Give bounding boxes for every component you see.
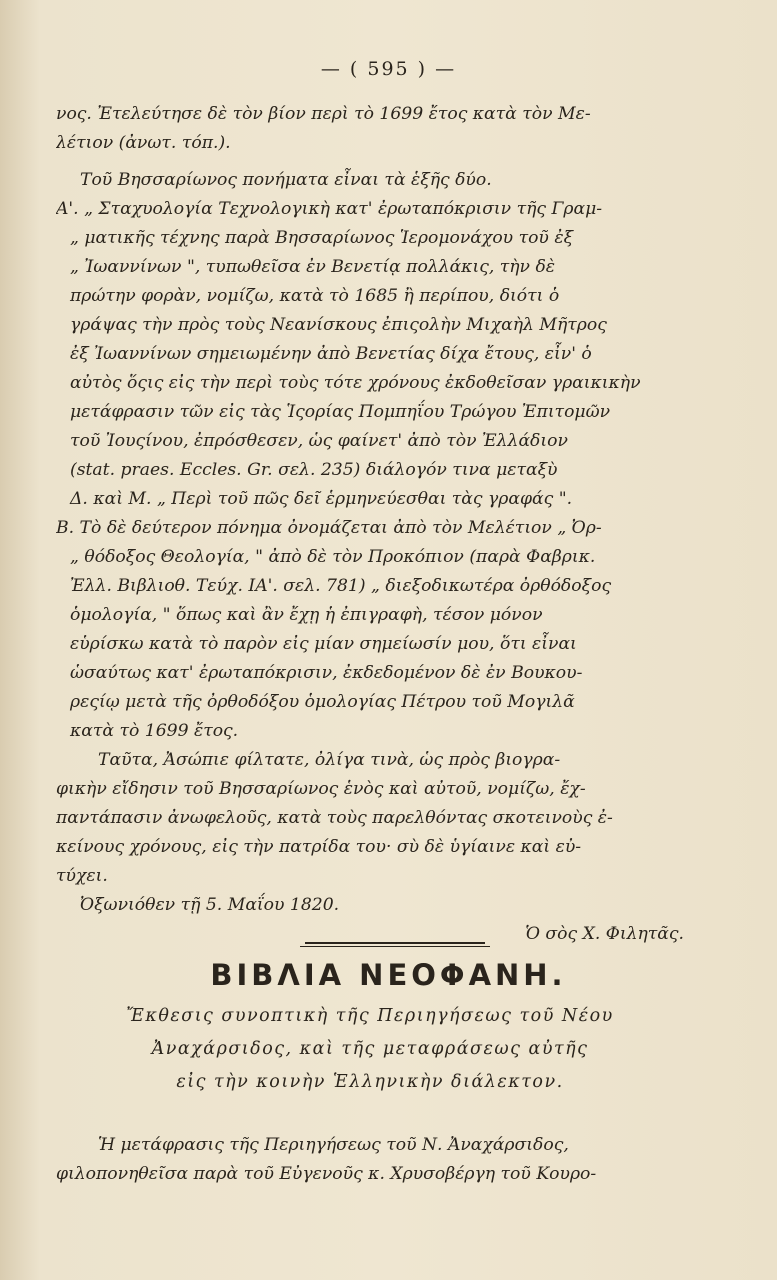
subtitle-line: εἰς τὴν κοινὴν Ἑλληνικὴν διάλεκτον.: [176, 1072, 564, 1092]
text-line: „ ματικῆς τέχνης παρὰ Βησσαρίωνος Ἱερομονάχου τοῦ ἐξ: [70, 228, 574, 248]
text-line: λέτιον (ἀνωτ. τόπ.).: [56, 133, 231, 153]
text-line: μετάφρασιν τῶν εἰς τὰς Ἱςορίας Πομπηΐου Τρώγου Ἐπιτομῶν: [70, 402, 611, 422]
text-line: κατὰ τὸ 1699 ἔτος.: [70, 721, 239, 741]
text-line: Δ. καὶ Μ. „ Περὶ τοῦ πῶς δεῖ ἑρμηνεύεσθαι τὰς γραφάς ".: [70, 489, 573, 509]
text-line: νος. Ἐτελεύτησε δὲ τὸν βίον περὶ τὸ 1699 ἔτος κατὰ τὸν Με-: [56, 104, 591, 124]
text-line: Τοῦ Βησσαρίωνος πονήματα εἶναι τὰ ἑξῆς δύο.: [80, 170, 492, 190]
main-text: [56, 100, 684, 949]
subtitle-line: Ἔκθεσις συνοπτικὴ τῆς Περιηγήσεως τοῦ Νέου: [126, 1006, 614, 1026]
text-line: ρεςίῳ μετὰ τῆς ὀρθοδόξου ὁμολογίας Πέτρου τοῦ Μογιλᾶ: [70, 692, 575, 712]
text-line: Ἡ μετάφρασις τῆς Περιηγήσεως τοῦ Ν. Ἀναχάρσιδος,: [98, 1135, 569, 1155]
text-line: γράψας τὴν πρὸς τοὺς Νεανίσκους ἐπιςολὴν Μιχαὴλ Μῆτρος: [70, 315, 607, 335]
dateline: Ὀξωνιόθεν τῇ 5. Μαΐου 1820.: [80, 895, 340, 915]
section-rule-thin: [300, 946, 490, 947]
section-rule: [305, 942, 485, 944]
page-number: — ( 595 ) —: [320, 58, 457, 80]
text-line: φικὴν εἴδησιν τοῦ Βησσαρίωνος ἑνὸς καὶ αὐτοῦ, νομίζω, ἔχ-: [56, 779, 586, 799]
text-line: πρώτην φορὰν, νομίζω, κατὰ τὸ 1685 ἢ περίπου, διότι ὁ: [70, 286, 560, 306]
text-line: (stat. praes. Eccles. Gr. σελ. 235) διάλογόν τινα μεταξὺ: [70, 460, 558, 480]
text-line: „ Ἰωαννίνων ", τυπωθεῖσα ἐν Βενετίᾳ πολλάκις, τὴν δὲ: [70, 257, 556, 277]
text-line: εὑρίσκω κατὰ τὸ παρὸν εἰς μίαν σημείωσίν μου, ὅτι εἶναι: [70, 634, 577, 654]
text-line: ὁμολογία, " ὅπως καὶ ἂν ἔχῃ ἡ ἐπιγραφὴ, τέσον μόνον: [70, 605, 543, 625]
section-heading: ΒΙΒΛΙΑ ΝΕΟΦΑΝΗ.: [210, 958, 567, 992]
text-line: τύχει.: [56, 866, 108, 886]
text-line: Β. Τὸ δὲ δεύτερον πόνημα ὀνομάζεται ἀπὸ τὸν Μελέτιον „ Ὀρ-: [56, 518, 602, 538]
section-body: [56, 1130, 684, 1188]
text-line: „ θόδοξος Θεολογία, " ἀπὸ δὲ τὸν Προκόπιον (παρὰ Φαβρικ.: [70, 547, 596, 567]
subtitle-line: Ἀναχάρσιδος, καὶ τῆς μεταφράσεως αὐτῆς: [151, 1039, 589, 1059]
text-line: τοῦ Ἰουςίνου, ἐπρόσθεσεν, ὡς φαίνετ' ἀπὸ τὸν Ἐλλάδιον: [70, 431, 568, 451]
text-line: παντάπασιν ἀνωφελοῦς, κατὰ τοὺς παρελθόντας σκοτεινοὺς ἐ-: [56, 808, 613, 828]
text-line: ἐξ Ἰωαννίνων σημειωμένην ἀπὸ Βενετίας δίχα ἔτους, εἶν' ὁ: [70, 344, 592, 364]
text-line: ὡσαύτως κατ' ἐρωταπόκρισιν, ἐκδεδομένον δὲ ἐν Βουκου-: [70, 663, 583, 683]
text-line: Ἐλλ. Βιβλιοθ. Τεύχ. ΙΑ'. σελ. 781) „ διεξοδικωτέρα ὀρθόδοξος: [70, 576, 612, 596]
text-line: φιλοπονηθεῖσα παρὰ τοῦ Εὐγενοῦς κ. Χρυσοβέργη τοῦ Κουρο-: [56, 1164, 597, 1184]
text-line: κείνους χρόνους, εἰς τὴν πατρίδα του· σὺ δὲ ὑγίαινε καὶ εὐ-: [56, 837, 582, 857]
text-line: Ταῦτα, Ἀσώπιε φίλτατε, ὀλίγα τινὰ, ὡς πρὸς βιογρα-: [98, 750, 561, 770]
signature-line: Ὁ σὸς Χ. Φιλητᾶς.: [525, 924, 684, 944]
text-line: αὐτὸς ὅςις εἰς τὴν περὶ τοὺς τότε χρόνους ἐκδοθεῖσαν γραικικὴν: [70, 373, 641, 393]
text-line: Α'. „ Σταχυολογία Τεχνολογικὴ κατ' ἐρωταπόκρισιν τῆς Γραμ-: [56, 199, 603, 219]
subtitle: [56, 1000, 684, 1099]
